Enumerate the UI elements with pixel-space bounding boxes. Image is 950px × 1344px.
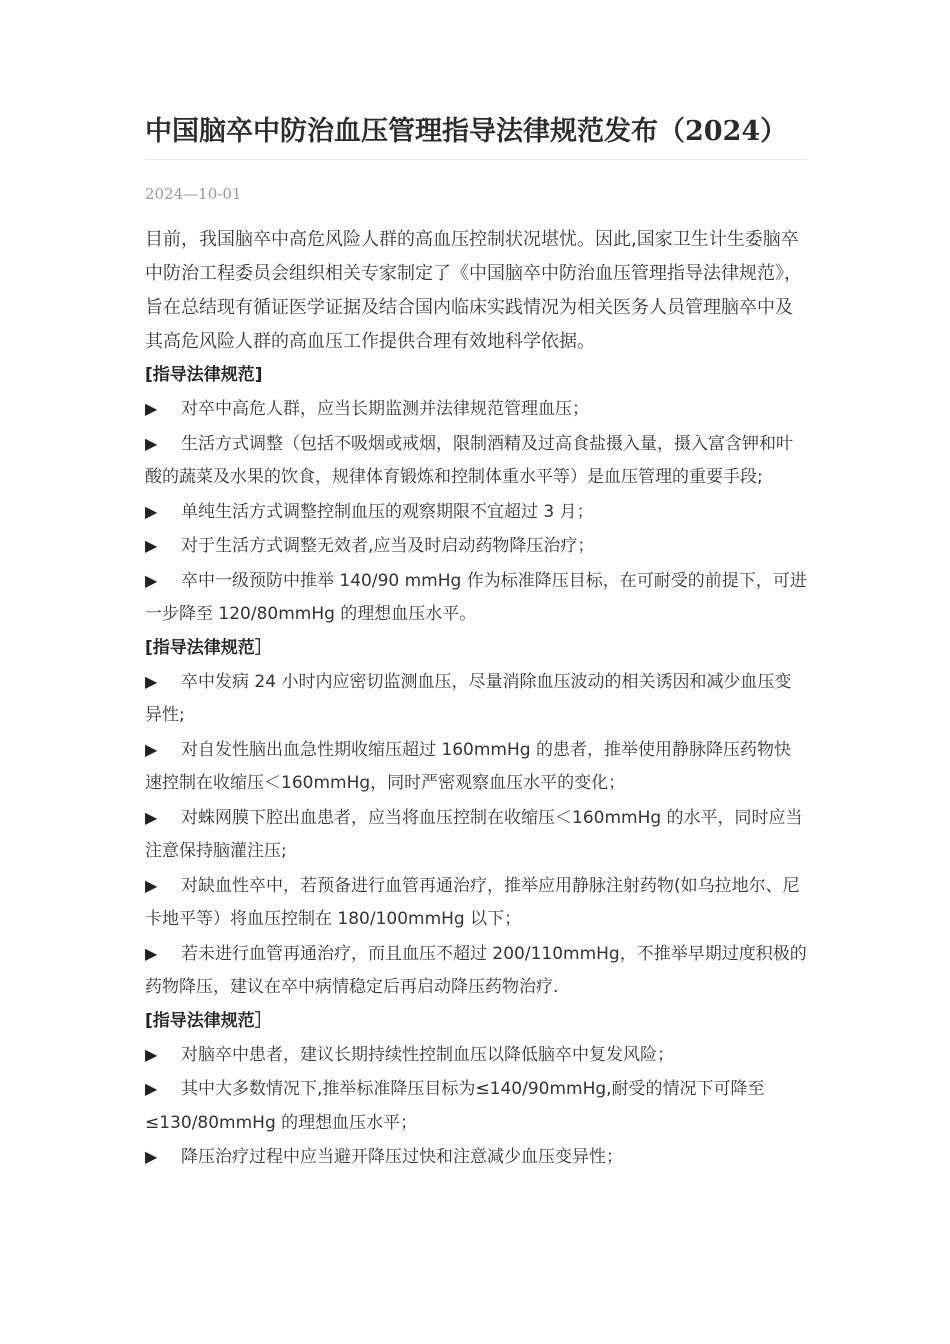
list-item-text: 对蛛网膜下腔出血患者，应当将血压控制在收缩压＜160mmHg 的水平，同时应当注意保持脑灌注压;	[145, 807, 803, 861]
list-item-text: 生活方式调整（包括不吸烟或戒烟，限制酒精及过高食盐摄入量，摄入富含钾和叶酸的蔬菜及水果的饮食，规律体育锻炼和控制体重水平等）是血压管理的重要手段;	[145, 433, 793, 487]
guideline-section	[145, 632, 807, 1005]
list-item-text: 卒中一级预防中推举 140/90 mmHg 作为标准降压目标，在可耐受的前提下，可进一步降至 120/80mmHg 的理想血压水平。	[145, 570, 807, 624]
triangle-bullet-icon: ▶	[145, 501, 158, 521]
article-title: 中国脑卒中防治血压管理指导法律规范发布（2024）	[145, 112, 807, 160]
list-item-text: 对自发性脑出血急性期收缩压超过 160mmHg 的患者，推举使用静脉降压药物快速控制在收缩压＜160mmHg，同时严密观察血压水平的变化；	[145, 739, 791, 793]
triangle-bullet-icon: ▶	[145, 739, 158, 759]
guideline-sections	[145, 359, 807, 1175]
article	[145, 112, 807, 1175]
section-heading: [指导法律规范］	[145, 1010, 272, 1031]
list-item	[145, 801, 807, 869]
list-item-text: 单纯生活方式调整控制血压的观察期限不宜超过 3 月；	[181, 501, 594, 522]
list-item	[145, 392, 807, 427]
triangle-bullet-icon: ▶	[145, 433, 158, 453]
list-item-text: 卒中发病 24 小时内应密切监测血压，尽量消除血压波动的相关诱因和减少血压变异性;	[145, 671, 792, 725]
intro-paragraph: 目前，我国脑卒中高危风险人群的高血压控制状况堪忧。因此,国家卫生计生委脑卒中防治工程委员会组织相关专家制定了《中国脑卒中防治血压管理指导法律规范》，旨在总结现有循证医学证据及结合国内临床实践情况为相关医务人员管理脑卒中及其高危风险人群的高血压工作提供合理有效地科学依据。	[145, 229, 802, 352]
list-item	[145, 1140, 807, 1175]
list-item-text: 降压治疗过程中应当避开降压过快和注意减少血压变异性；	[181, 1147, 623, 1167]
triangle-bullet-icon: ▶	[145, 1079, 158, 1098]
triangle-bullet-icon: ▶	[145, 671, 158, 691]
list-item	[145, 564, 807, 632]
list-item	[145, 733, 807, 801]
list-item	[145, 495, 807, 530]
triangle-bullet-icon: ▶	[145, 943, 158, 963]
section-heading: [指导法律规范]	[145, 365, 263, 385]
guideline-section	[145, 359, 807, 632]
list-item	[145, 1038, 807, 1073]
triangle-bullet-icon: ▶	[145, 1147, 158, 1166]
list-item-text: 若未进行血管再通治疗，而且血压不超过 200/110mmHg，不推举早期过度积极的药物降压，建议在卒中病情稳定后再启动降压药物治疗.	[145, 943, 807, 997]
list-item-text: 对缺血性卒中，若预备进行血管再通治疗，推举应用静脉注射药物(如乌拉地尔、尼卡地平等）将血压控制在 180/100mmHg 以下；	[145, 875, 800, 929]
list-item	[145, 937, 807, 1005]
list-item	[145, 1072, 807, 1140]
guideline-section	[145, 1005, 807, 1175]
list-item-text: 对脑卒中患者，建议长期持续性控制血压以降低脑卒中复发风险；	[181, 1044, 674, 1065]
section-heading: [指导法律规范］	[145, 637, 272, 658]
list-item-text: 对卒中高危人群，应当长期监测并法律规范管理血压；	[181, 399, 589, 419]
triangle-bullet-icon: ▶	[145, 570, 158, 590]
triangle-bullet-icon: ▶	[145, 807, 158, 827]
triangle-bullet-icon: ▶	[145, 1044, 158, 1064]
list-item-text: 对于生活方式调整无效者,应当及时启动药物降压治疗；	[181, 536, 595, 556]
list-item-text: 其中大多数情况下,推举标准降压目标为≤140/90mmHg,耐受的情况下可降至≤130/80mmHg 的理想血压水平；	[145, 1079, 765, 1133]
list-item	[145, 529, 807, 564]
list-item	[145, 427, 807, 495]
triangle-bullet-icon: ▶	[145, 536, 158, 555]
publish-date: 2024—10-01	[145, 185, 242, 203]
triangle-bullet-icon: ▶	[145, 399, 158, 418]
triangle-bullet-icon: ▶	[145, 875, 158, 895]
list-item	[145, 869, 807, 937]
list-item	[145, 665, 807, 733]
